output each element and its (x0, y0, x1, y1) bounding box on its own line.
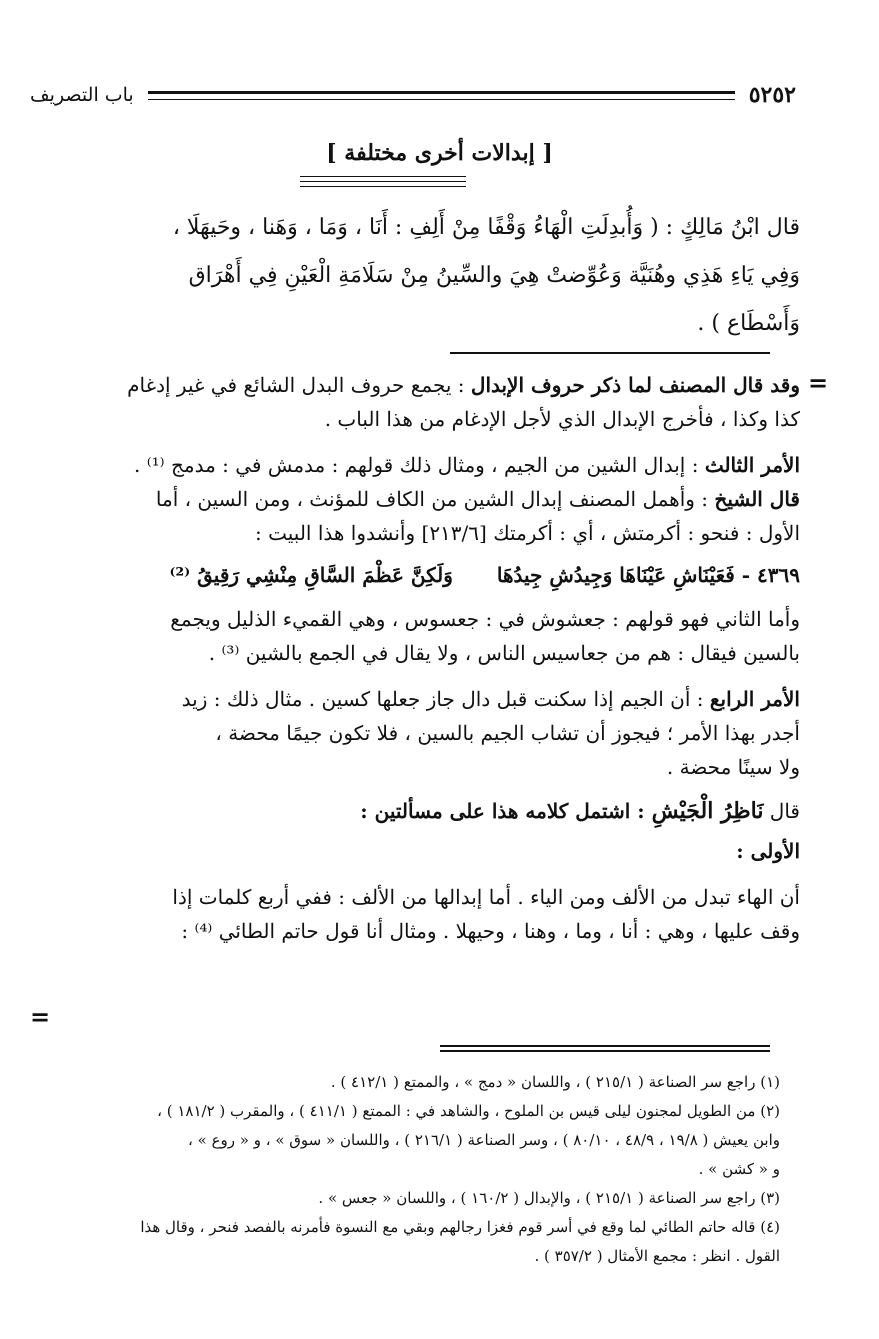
paragraph-label: الأمر الثالث (704, 453, 800, 477)
paragraph-line: كذا وكذا ، فأخرج الإبدال الذي لأجل الإدغام من هذا الباب . (324, 407, 800, 431)
paragraph-label: قال الشيخ (714, 487, 800, 511)
continuation-mark-end: = (30, 1002, 51, 1031)
paragraph-line: أجدر بهذا الأمر ؛ فيجوز أن تشاب الجيم بالسين ، فلا تكون جيمًا محضة ، (215, 721, 800, 745)
poem-number: ٤٣٦٩ - (741, 563, 800, 587)
poem-second-hemistich: وَلَكِنَّ عَظْمَ السَّاقِ مِنْشِي رَقِيقُ ⁽²⁾ (169, 563, 453, 587)
footnote: (١) راجع سر الصناعة ( ٢١٥/١ ) ، واللسان « دمج » ، والممتع ( ٤١٢/١ ) . (330, 1073, 780, 1091)
paragraph-line: قال نَاظِرُ الْجَيْشِ : اشتمل كلامه هذا على مسألتين : (360, 798, 800, 824)
paragraph-line: الأمر الرابع : أن الجيم إذا سكنت قبل دال جاز جعلها كسين . مثال ذلك : زيد (181, 687, 800, 711)
paragraph-line: أن الهاء تبدل من الألف ومن الياء . أما إبدالها من الألف : ففي أربع كلمات إذا (172, 885, 800, 909)
verse-separator-rule (450, 352, 770, 354)
footnote: (٣) راجع سر الصناعة ( ٢١٥/١ ) ، والإبدال ( ١٦٠/٢ ) ، واللسان « جعس » . (318, 1189, 780, 1207)
paragraph-label: الأمر الرابع (709, 687, 800, 711)
ibn-malik-verse (40, 204, 800, 348)
page-header (30, 80, 796, 110)
paragraph-line: وقد قال المصنف لما ذكر حروف الإبدال : يجمع حروف البدل الشائع في غير إدغام (127, 373, 800, 397)
verse-line: قال ابْنُ مَالِكٍ : ( وَأُبدِلَتِ الْهَاءُ وَقْفًا مِنْ أَلِفِ : أَنَا ، وَمَا ، وَهَنا ، وحَيهَلَا ، (172, 215, 800, 240)
paragraph-line: ولا سينًا محضة . (666, 755, 800, 779)
verse-line: وَأَسْطَاع ) . (697, 311, 800, 336)
paragraph-line: الأمر الثالث : إبدال الشين من الجيم ، ومثال ذلك قولهم : مدمش في : مدمج ⁽¹⁾ . (134, 453, 800, 477)
header-rule (148, 91, 735, 100)
paragraph-line: بالسين فيقال : هم من جعاسيس الناس ، ولا يقال في الجمع بالشين ⁽³⁾ . (208, 641, 800, 665)
footnote: (٤) قاله حاتم الطائي لما وقع في أسر قوم فغزا رجالهم وبقي مع النسوة فأمرنه بالفصد فنحر ، وقال هذا (140, 1218, 780, 1236)
footnote: القول . انظر : مجمع الأمثال ( ٣٥٧/٢ ) . (534, 1247, 780, 1265)
page-number: ٥٢٥٢ (748, 82, 796, 108)
title-ornament-rule (300, 176, 466, 198)
verse-line: وَفِي يَاءِ هَذِي وهُنَيَّة وَعُوِّضتْ هِيَ والسِّينُ مِنْ سَلَامَةِ الْعَيْنِ فِي أَهْرَاق (188, 263, 800, 288)
commentary-body (40, 368, 800, 948)
poem-first-hemistich: فَعَيْنَاشِ عَيْنَاهَا وَجِيدُشِ جِيدُهَا (496, 563, 735, 587)
paragraph-line: الأول : فنحو : أكرمتش ، أي : أكرمتك [٢١٣/٦] وأنشدوا هذا البيت : (255, 521, 800, 545)
section-title: [ إبدالات أخرى مختلفة ] (326, 140, 553, 166)
footnotes (40, 1068, 780, 1271)
footnote-separator-rule (440, 1045, 770, 1055)
paragraph-line: وأما الثاني فهو قولهم : جعشوش في : جعسوس ، وهي القميء الذليل ويجمع (170, 607, 800, 631)
paragraph-label: وقد قال المصنف لما ذكر حروف الإبدال (470, 373, 800, 397)
author-name: نَاظِرُ الْجَيْشِ (651, 798, 764, 824)
footnote: (٢) من الطويل لمجنون ليلى قيس بن الملوح ، والشاهد في : الممتع ( ٤١١/١ ) ، والمقرب ( ١٨١/٢ ) ، (157, 1102, 780, 1120)
continuation-mark-start: = (808, 368, 829, 397)
footnote: و « كشن » . (698, 1160, 780, 1178)
subsection-heading: الأولى : (736, 839, 800, 863)
chapter-title: باب التصريف (30, 84, 134, 106)
poem-line (40, 558, 800, 592)
footnote: وابن يعيش ( ١٩/٨ ، ٤٨/٩ ، ٨٠/١٠ ) ، وسر الصناعة ( ٢١٦/١ ) ، واللسان « سوق » ، و « روع » ، (188, 1131, 780, 1149)
paragraph-line: وقف عليها ، وهي : أنا ، وما ، وهنا ، وحيهلا . ومثال أنا قول حاتم الطائي ⁽⁴⁾ : (181, 919, 800, 943)
paragraph-line: قال الشيخ : وأهمل المصنف إبدال الشين من الكاف للمؤنث ، ومن السين ، أما (155, 487, 800, 511)
